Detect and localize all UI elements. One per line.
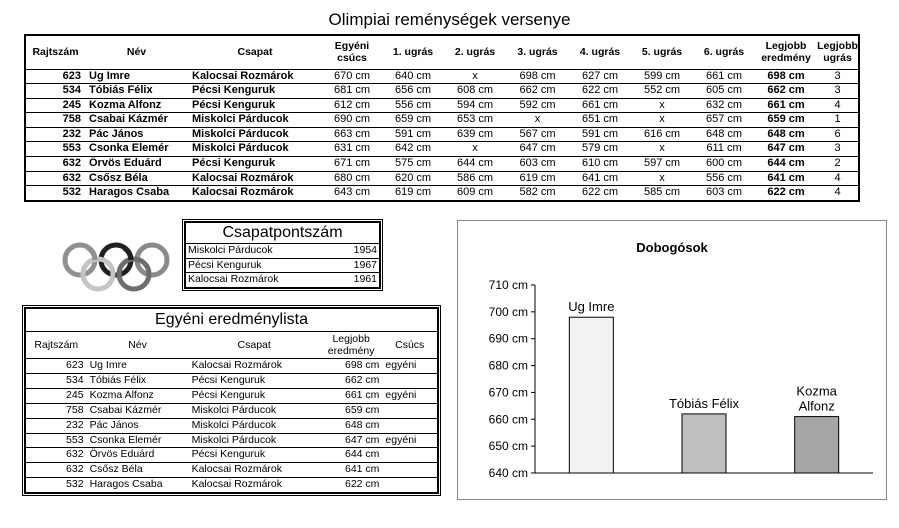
- list-cell: Csonka Elemér: [87, 433, 189, 448]
- table-cell: 623: [62, 69, 81, 82]
- list-item: [26, 463, 437, 478]
- table-cell: 622 cm: [767, 186, 805, 199]
- table-cell: 575 cm: [394, 157, 432, 170]
- table-cell: 632 cm: [705, 98, 743, 111]
- column-header: 3. ugrás: [517, 46, 558, 59]
- list-cell: [382, 373, 437, 388]
- table-cell: Haragos Csaba: [89, 186, 170, 199]
- table-cell: 579 cm: [581, 142, 619, 155]
- list-cell: Pác János: [87, 418, 189, 433]
- list-cell: 661 cm: [320, 388, 383, 403]
- team-score-title: Csapatpontszám: [186, 223, 379, 244]
- list-cell: 534: [26, 373, 87, 388]
- column-header: Legjobb eredmény: [327, 333, 375, 357]
- list-cell: Csősz Béla: [87, 463, 189, 478]
- y-tick-label: 680 cm: [488, 358, 528, 373]
- table-cell: 612 cm: [333, 98, 371, 111]
- column-header: 6. ugrás: [703, 46, 745, 59]
- table-cell: 6: [834, 127, 841, 140]
- table-cell: 594 cm: [456, 98, 494, 111]
- bar: [795, 417, 839, 473]
- column-header: Csapat: [237, 339, 271, 351]
- table-cell: 592 cm: [519, 98, 556, 111]
- table-cell: 611 cm: [706, 142, 742, 155]
- table-cell: 659 cm: [767, 113, 805, 126]
- table-row: [25, 157, 859, 172]
- table-cell: 552 cm: [643, 84, 681, 97]
- table-cell: Csabai Kázmér: [89, 113, 168, 126]
- table-cell: 2: [834, 157, 841, 170]
- table-cell: 600 cm: [705, 157, 743, 170]
- table-cell: 647 cm: [519, 142, 556, 155]
- list-cell: Csabai Kázmér: [87, 403, 189, 418]
- page-title: Olimpiai reménységek versenye: [328, 10, 571, 29]
- y-tick-label: 650 cm: [488, 439, 528, 454]
- table-cell: 641 cm: [767, 171, 805, 184]
- table-cell: x: [659, 113, 665, 126]
- table-cell: 591 cm: [581, 127, 619, 140]
- table-cell: Kalocsai Rozmárok: [192, 186, 294, 199]
- table-cell: 639 cm: [456, 127, 494, 140]
- list-cell: 245: [26, 388, 87, 403]
- podium-chart-svg: [458, 221, 886, 499]
- table-cell: 532: [62, 186, 81, 199]
- table-cell: Ug Imre: [89, 69, 130, 82]
- table-cell: 661 cm: [705, 69, 743, 82]
- list-cell: 644 cm: [320, 448, 383, 463]
- table-cell: 603 cm: [519, 157, 556, 170]
- list-cell: Kozma Alfonz: [87, 388, 189, 403]
- list-cell: Örvös Eduárd: [87, 448, 189, 463]
- list-cell: [382, 418, 437, 433]
- list-cell: 662 cm: [320, 373, 383, 388]
- list-cell: 758: [26, 403, 87, 418]
- bar: [569, 317, 613, 473]
- bar: [682, 414, 726, 473]
- table-cell: 656 cm: [394, 84, 432, 97]
- table-cell: 609 cm: [456, 186, 494, 199]
- column-header: 2. ugrás: [454, 46, 496, 59]
- team-score: 1954: [353, 244, 377, 256]
- table-row: [25, 98, 859, 113]
- individual-results-box: [24, 307, 439, 494]
- list-cell: 532: [26, 478, 87, 492]
- y-tick-label: 660 cm: [488, 412, 528, 427]
- list-cell: 648 cm: [320, 418, 383, 433]
- table-cell: x: [659, 171, 665, 184]
- table-cell: Miskolci Párducok: [192, 113, 289, 126]
- table-cell: 597 cm: [643, 157, 681, 170]
- table-cell: 758: [62, 113, 81, 126]
- list-cell: Miskolci Párducok: [189, 403, 320, 418]
- table-cell: Csonka Elemér: [89, 142, 169, 155]
- table-cell: 1: [834, 113, 841, 126]
- table-cell: 648 cm: [767, 127, 805, 140]
- table-row: [25, 84, 859, 99]
- table-cell: Kalocsai Rozmárok: [192, 69, 294, 82]
- list-item: [26, 388, 437, 403]
- list-cell: 232: [26, 418, 87, 433]
- list-cell: 698 cm: [320, 359, 383, 374]
- table-cell: 644 cm: [767, 157, 805, 170]
- individual-results-table: [26, 332, 437, 492]
- table-cell: 640 cm: [394, 69, 432, 82]
- table-cell: Pécsi Kenguruk: [192, 84, 276, 97]
- list-cell: 553: [26, 433, 87, 448]
- list-item: [26, 359, 437, 374]
- table-cell: 651 cm: [581, 113, 619, 126]
- table-cell: 603 cm: [705, 186, 743, 199]
- list-item: [26, 448, 437, 463]
- table-cell: 647 cm: [767, 142, 805, 155]
- table-cell: 4: [834, 98, 841, 111]
- list-cell: [382, 448, 437, 463]
- table-cell: 556 cm: [394, 98, 432, 111]
- table-cell: Miskolci Párducok: [192, 127, 289, 140]
- table-cell: 622 cm: [581, 84, 619, 97]
- podium-chart: [457, 220, 887, 500]
- team-name: Miskolci Párducok: [188, 244, 273, 256]
- results-table: [24, 34, 860, 202]
- y-tick-label: 690 cm: [488, 331, 528, 346]
- table-cell: 232: [62, 127, 81, 140]
- table-cell: 681 cm: [333, 84, 371, 97]
- chart-title: Dobogósok: [636, 240, 708, 255]
- table-cell: Csősz Béla: [89, 171, 148, 184]
- table-cell: Pécsi Kenguruk: [192, 157, 276, 170]
- team-score-row: [186, 272, 379, 287]
- list-cell: egyéni: [382, 388, 437, 403]
- table-cell: 556 cm: [705, 171, 743, 184]
- bar-label: Kozma: [796, 383, 837, 399]
- table-cell: 657 cm: [705, 113, 743, 126]
- column-header: Rajtszám: [32, 46, 79, 59]
- column-header: Legjobb ugrás: [817, 40, 858, 65]
- list-item: [26, 373, 437, 388]
- table-cell: 619 cm: [519, 171, 556, 184]
- list-cell: Miskolci Párducok: [189, 418, 320, 433]
- list-item: [26, 403, 437, 418]
- results-header-row: [25, 35, 859, 69]
- team-score-row: [186, 244, 379, 258]
- table-cell: 610 cm: [581, 157, 619, 170]
- y-tick-label: 640 cm: [488, 466, 528, 480]
- table-cell: Pécsi Kenguruk: [192, 98, 276, 111]
- y-tick-label: 700 cm: [488, 304, 528, 319]
- table-cell: 3: [834, 69, 841, 82]
- table-cell: 671 cm: [333, 157, 371, 170]
- table-cell: Kalocsai Rozmárok: [192, 171, 294, 184]
- list-cell: Miskolci Párducok: [189, 433, 320, 448]
- table-row: [25, 186, 859, 201]
- bar-label: Alfonz: [798, 398, 835, 414]
- table-cell: 641 cm: [581, 171, 619, 184]
- table-cell: 586 cm: [456, 171, 494, 184]
- table-cell: 631 cm: [333, 142, 371, 155]
- column-header: 4. ugrás: [579, 46, 621, 59]
- table-row: [25, 142, 859, 157]
- list-cell: [382, 463, 437, 478]
- list-cell: Kalocsai Rozmárok: [189, 463, 320, 478]
- list-item: [26, 433, 437, 448]
- table-cell: 627 cm: [581, 69, 619, 82]
- team-score-row: [186, 258, 379, 273]
- table-row: [25, 171, 859, 186]
- list-cell: egyéni: [382, 359, 437, 374]
- column-header: Név: [128, 339, 147, 351]
- list-item: [26, 418, 437, 433]
- list-cell: [382, 478, 437, 492]
- column-header: Név: [126, 46, 147, 59]
- list-cell: Tóbiás Félix: [87, 373, 189, 388]
- table-cell: 605 cm: [705, 84, 743, 97]
- list-cell: egyéni: [382, 433, 437, 448]
- team-score: 1967: [353, 258, 377, 271]
- table-cell: 680 cm: [333, 171, 371, 184]
- table-cell: 662 cm: [767, 84, 805, 97]
- table-cell: 643 cm: [333, 186, 371, 199]
- table-cell: 245: [62, 98, 81, 111]
- table-cell: Kozma Alfonz: [89, 98, 162, 111]
- table-cell: x: [472, 142, 478, 155]
- y-tick-label: 670 cm: [488, 385, 528, 400]
- table-cell: 534: [62, 84, 81, 97]
- column-header: Csúcs: [395, 339, 425, 351]
- table-cell: 591 cm: [394, 127, 432, 140]
- table-cell: 670 cm: [333, 69, 371, 82]
- table-cell: 653 cm: [456, 113, 494, 126]
- table-cell: 690 cm: [333, 113, 371, 126]
- y-tick-label: 710 cm: [488, 278, 528, 292]
- list-cell: Pécsi Kenguruk: [189, 388, 320, 403]
- table-cell: 3: [834, 142, 841, 155]
- list-cell: 659 cm: [320, 403, 383, 418]
- table-cell: 4: [834, 171, 841, 184]
- table-cell: 661 cm: [767, 98, 805, 111]
- table-cell: 662 cm: [519, 84, 556, 97]
- column-header: 1. ugrás: [392, 46, 434, 59]
- table-cell: 3: [834, 84, 841, 97]
- table-cell: Pác János: [89, 127, 144, 140]
- list-cell: 623: [26, 359, 87, 374]
- table-cell: 4: [834, 186, 841, 199]
- list-cell: Pécsi Kenguruk: [189, 448, 320, 463]
- list-cell: 647 cm: [320, 433, 383, 448]
- table-cell: 698 cm: [519, 69, 556, 82]
- table-cell: Örvös Eduárd: [89, 157, 162, 170]
- column-header: Legjobb eredmény: [761, 40, 811, 65]
- bar-label: Tóbiás Félix: [668, 395, 740, 411]
- table-cell: 648 cm: [705, 127, 743, 140]
- list-cell: [382, 403, 437, 418]
- table-cell: 632: [62, 171, 81, 184]
- list-cell: Kalocsai Rozmárok: [189, 359, 320, 374]
- table-cell: 619 cm: [394, 186, 432, 199]
- table-row: [25, 127, 859, 142]
- table-cell: Tóbiás Félix: [89, 84, 153, 97]
- team-name: Pécsi Kenguruk: [188, 258, 262, 271]
- table-cell: 567 cm: [519, 127, 556, 140]
- table-cell: 632: [62, 157, 81, 170]
- table-cell: 620 cm: [394, 171, 432, 184]
- table-cell: 661 cm: [581, 98, 619, 111]
- table-cell: 553: [62, 142, 81, 155]
- table-cell: 582 cm: [519, 186, 556, 199]
- table-cell: x: [534, 113, 541, 126]
- table-row: [25, 113, 859, 128]
- table-cell: 698 cm: [767, 69, 805, 82]
- table-cell: x: [472, 69, 478, 82]
- bar-label: Ug Imre: [568, 299, 615, 315]
- list-item: [26, 478, 437, 492]
- table-cell: 608 cm: [456, 84, 494, 97]
- column-header: Csapat: [237, 46, 273, 59]
- column-header: Rajtszám: [34, 339, 79, 351]
- team-name: Kalocsai Rozmárok: [188, 273, 279, 286]
- table-cell: x: [659, 142, 665, 155]
- table-cell: 663 cm: [333, 127, 371, 140]
- list-cell: Haragos Csaba: [87, 478, 189, 492]
- table-cell: Miskolci Párducok: [192, 142, 289, 155]
- list-cell: Ug Imre: [87, 359, 189, 374]
- table-cell: 622 cm: [581, 186, 619, 199]
- table-cell: x: [659, 98, 665, 111]
- list-cell: 622 cm: [320, 478, 383, 492]
- list-cell: 632: [26, 463, 87, 478]
- team-score-box: [184, 221, 381, 289]
- list-cell: Kalocsai Rozmárok: [189, 478, 320, 492]
- column-header: 5. ugrás: [641, 46, 683, 59]
- individual-results-title: Egyéni eredménylista: [26, 309, 437, 332]
- column-header: Egyéni csúcs: [334, 40, 370, 65]
- table-row: [25, 69, 859, 84]
- table-cell: 659 cm: [394, 113, 432, 126]
- list-cell: 641 cm: [320, 463, 383, 478]
- table-cell: 585 cm: [643, 186, 681, 199]
- olympic-rings-icon: [58, 238, 174, 298]
- table-cell: 642 cm: [394, 142, 432, 155]
- table-cell: 599 cm: [643, 69, 681, 82]
- list-cell: Pécsi Kenguruk: [189, 373, 320, 388]
- team-score: 1961: [353, 273, 377, 286]
- table-cell: 644 cm: [456, 157, 494, 170]
- list-cell: 632: [26, 448, 87, 463]
- table-cell: 616 cm: [643, 127, 681, 140]
